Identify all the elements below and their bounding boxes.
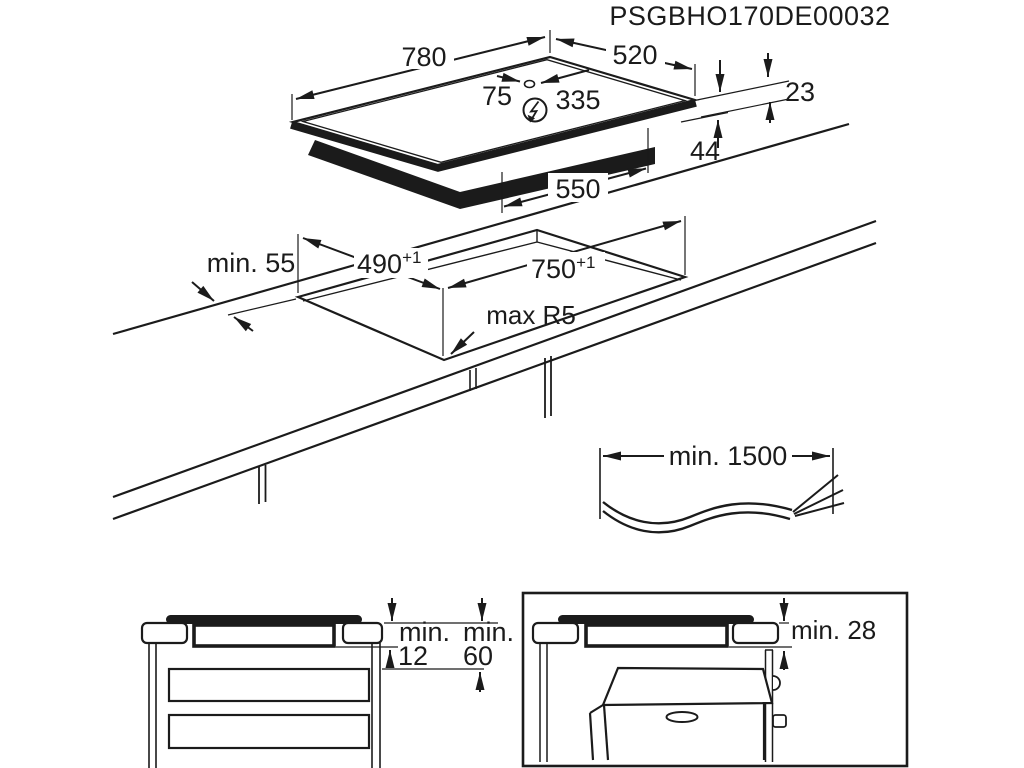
power-cable-view bbox=[600, 441, 844, 532]
hob-glass-section bbox=[558, 615, 754, 624]
min-60-value: 60 bbox=[463, 641, 494, 671]
oven-clearance-view bbox=[523, 593, 907, 766]
min-60-prefix: min. bbox=[463, 617, 515, 647]
cable-length-label: min. 1500 bbox=[668, 441, 788, 471]
worktop-left bbox=[142, 623, 187, 643]
dim-335-label: 335 bbox=[555, 85, 601, 115]
oven-handle bbox=[667, 712, 698, 722]
worktop-left bbox=[533, 623, 578, 643]
product-code: PSGBHO170DE00032 bbox=[609, 1, 891, 31]
dim-23-label: 23 bbox=[785, 77, 816, 107]
min-12-value: 12 bbox=[398, 641, 429, 671]
dim-550-label: 550 bbox=[555, 174, 601, 204]
worktop-right bbox=[733, 623, 778, 643]
min-28-label: min. 28 bbox=[791, 615, 877, 645]
shelf-board-bottom bbox=[169, 715, 369, 748]
cable-entry-point bbox=[525, 81, 535, 88]
worktop-right bbox=[343, 623, 382, 643]
dim-780-label: 780 bbox=[401, 42, 447, 72]
worktop-cutout-view bbox=[113, 216, 876, 519]
corner-radius-label: max R5 bbox=[486, 300, 576, 330]
min-12-prefix: min. bbox=[399, 617, 451, 647]
dim-44-label: 44 bbox=[689, 136, 721, 166]
dim-75-label: 75 bbox=[481, 81, 513, 111]
dim-520-label: 520 bbox=[612, 40, 658, 70]
hinge-bump bbox=[773, 676, 780, 690]
shelf-board-top bbox=[169, 669, 369, 701]
hob-glass-section bbox=[166, 615, 362, 624]
rear-clearance-label: min. 55 bbox=[206, 248, 296, 278]
hob-body-section bbox=[194, 625, 334, 646]
oven-top bbox=[603, 668, 772, 705]
dim-490-label: $490^{+1}$ bbox=[357, 248, 422, 279]
dim-750-label: $750^{+1}$ bbox=[531, 253, 596, 284]
door-catch bbox=[773, 715, 786, 727]
mains-cable-icon bbox=[603, 475, 844, 532]
hob-body-section bbox=[586, 625, 727, 646]
cabinet-panel-lines bbox=[259, 356, 551, 504]
cabinet-section-view bbox=[142, 598, 514, 768]
